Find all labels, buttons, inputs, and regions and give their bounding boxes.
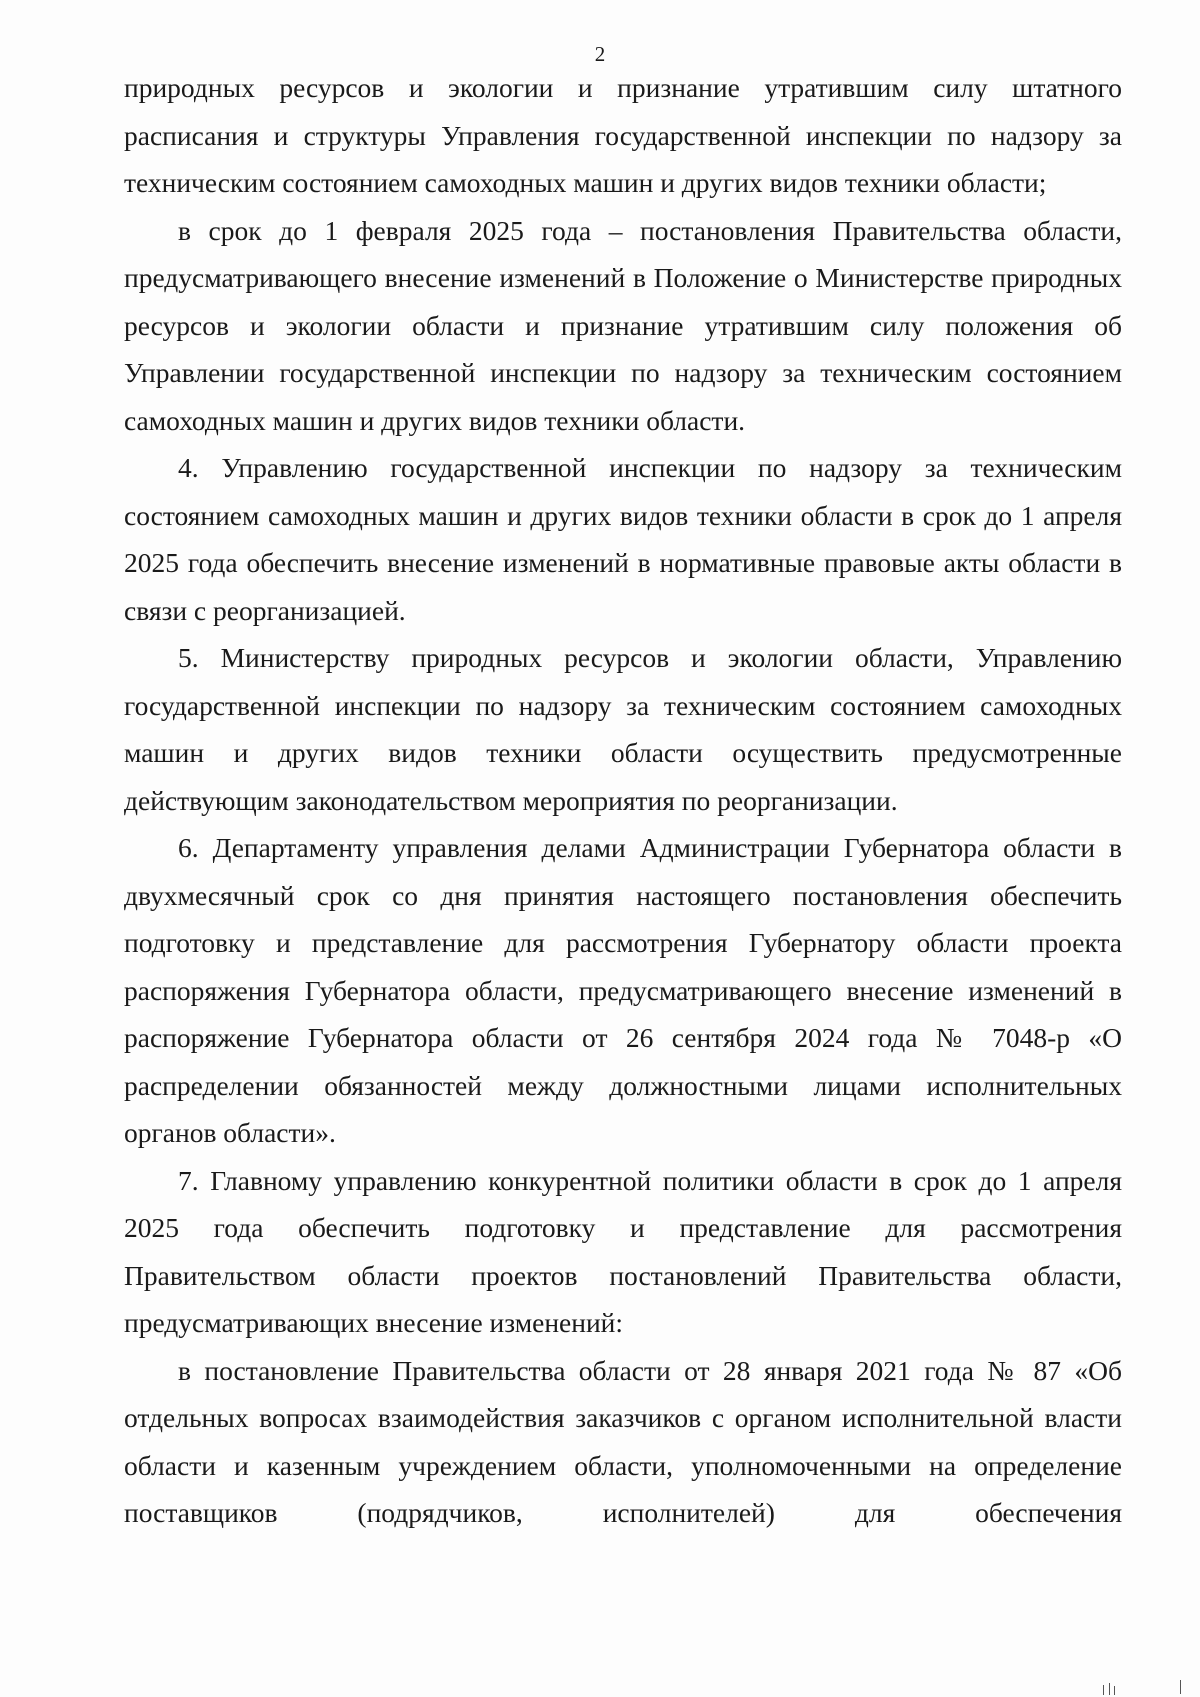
paragraph-continuation: природных ресурсов и экологии и признание утратившим силу штатного расписания и структуры Управления государственной инспекции по надзору за техническим состоянием самоходных машин и других видов техники области; xyxy=(124,72,1122,198)
scan-artifact xyxy=(1109,1683,1110,1695)
document-body xyxy=(124,64,1122,1537)
paragraph-resolution-87: в постановление Правительства области от 28 января 2021 года № 87 «Об отдельных вопросах взаимодействия заказчиков с органом исполнительной власти области и казенным учреждением области, уполномоченными на определение поставщиков (подрядчиков, исполнителей) для обеспечения xyxy=(124,1354,1122,1528)
scan-artifact xyxy=(1103,1685,1104,1695)
paragraph-item-4: 4. Управлению государственной инспекции по надзору за техническим состоянием самоходных машин и других видов техники области в срок до 1 апреля 2025 года обеспечить внесение изменений в нормативные правовые акты области в связи с реорганизацией. xyxy=(124,452,1122,626)
page-number: 2 xyxy=(594,42,606,66)
scan-artifact xyxy=(1114,1686,1115,1695)
scan-artifact xyxy=(1180,1680,1181,1694)
paragraph-item-5: 5. Министерству природных ресурсов и экологии области, Управлению государственной инспекции по надзору за техническим состоянием самоходных машин и других видов техники области осуществить предусмотренные действующим законодательством мероприятия по реорганизации. xyxy=(124,642,1122,816)
paragraph-item-7: 7. Главному управлению конкурентной политики области в срок до 1 апреля 2025 года обеспечить подготовку и представление для рассмотрения Правительством области проектов постановлений Правительства области, предусматривающих внесение изменений: xyxy=(124,1164,1122,1338)
paragraph-item-6: 6. Департаменту управления делами Администрации Губернатора области в двухмесячный срок со дня принятия настоящего постановления обеспечить подготовку и представление для рассмотрения Губернатору области проекта распоряжения Губернатора области, предусматривающего внесение изменений в распоряжение Губернатора области от 26 сентября 2024 года № 7048-р «О распределении обязанностей между должностными лицами исполнительных органов области». xyxy=(124,832,1122,1148)
paragraph-deadline-february: в срок до 1 февраля 2025 года – постановления Правительства области, предусматривающего внесение изменений в Положение о Министерстве природных ресурсов и экологии области и признание утратившим силу положения об Управлении государственной инспекции по надзору за техническим состоянием самоходных машин и других видов техники области. xyxy=(124,214,1122,436)
